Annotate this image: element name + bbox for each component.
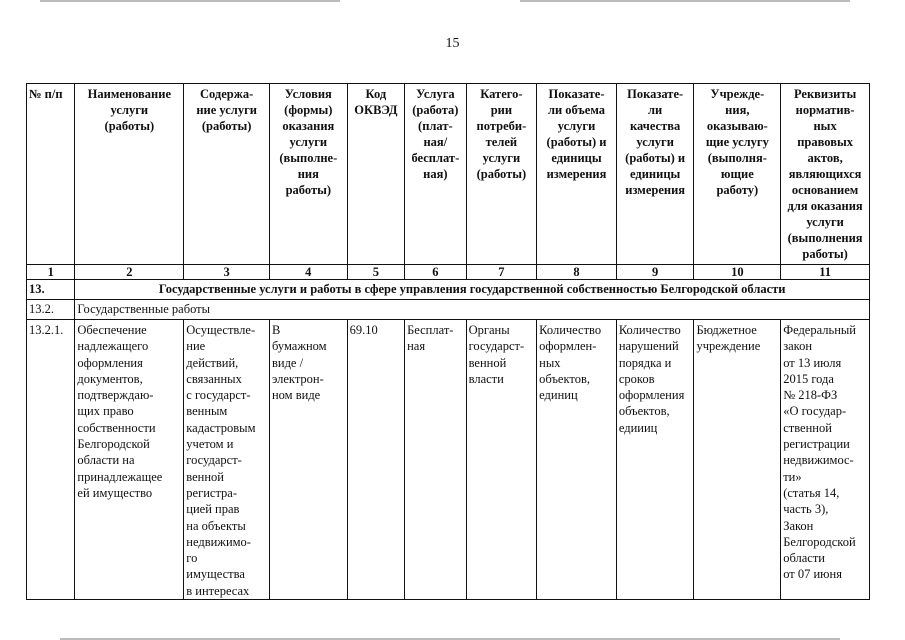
- row-quality: Количество нарушений порядка и сроков оформления объектов, едиииц: [616, 320, 694, 600]
- header-quality: Показате- ли качества услуги (работы) и единицы измерения: [616, 84, 694, 265]
- subsection-number: 13.2.: [27, 300, 75, 320]
- header-institutions: Учрежде- ния, оказываю- щие услугу (выполня- ющие работу): [694, 84, 781, 265]
- scan-edge-top-left: [40, 0, 340, 2]
- header-paid: Услуга (работа) (плат- ная/ бесплат- ная): [405, 84, 467, 265]
- column-number: 4: [269, 265, 347, 280]
- row-number: 13.2.1.: [27, 320, 75, 600]
- page-number: 15: [445, 36, 460, 51]
- row-okved: 69.10: [347, 320, 404, 600]
- subsection-title: Государственные работы: [75, 300, 870, 320]
- row-consumers: Органы государст- венной власти: [466, 320, 537, 600]
- column-number: 6: [405, 265, 467, 280]
- header-service-name: Наименование услуги (работы): [75, 84, 184, 265]
- header-number: № п/п: [27, 84, 75, 265]
- scan-edge-top-right: [520, 0, 850, 2]
- header-legal-acts: Реквизиты норматив- ных правовых актов, являющихся основанием для оказания услуги (выполнения работы): [781, 84, 870, 265]
- row-institutions: Бюджетное учреждение: [694, 320, 781, 600]
- column-number: 2: [75, 265, 184, 280]
- section-number: 13.: [27, 280, 75, 300]
- subsection-row: [27, 300, 870, 320]
- section-title: Государственные услуги и работы в сфере управления государственной собственностью Белгородской области: [75, 280, 870, 300]
- row-paid: Бесплат- ная: [405, 320, 467, 600]
- column-number: 10: [694, 265, 781, 280]
- header-service-content: Содержа- ние услуги (работы): [184, 84, 270, 265]
- column-number: 7: [466, 265, 537, 280]
- row-conditions: В бумажном виде / электрон- ном виде: [269, 320, 347, 600]
- row-service-name: Обеспечение надлежащего оформления документов, подтверждаю- щих право собственности Белгородской области на принадлежащее ей имущество: [75, 320, 184, 600]
- column-number: 3: [184, 265, 270, 280]
- column-number: 5: [347, 265, 404, 280]
- row-service-content: Осуществле- ние действий, связанных с государст- венным кадастровым учетом и государст- венной регистра- цией прав на объекты недвижимо- го имущества в интересах: [184, 320, 270, 600]
- column-number: 8: [537, 265, 617, 280]
- column-number-row: [27, 265, 870, 280]
- services-table: [26, 83, 870, 600]
- column-number: 1: [27, 265, 75, 280]
- column-number: 11: [781, 265, 870, 280]
- header-okved: Код ОКВЭД: [347, 84, 404, 265]
- row-volume: Количество оформлен- ных объектов, единиц: [537, 320, 617, 600]
- table-row: [27, 320, 870, 600]
- row-legal-acts: Федеральный закон от 13 июля 2015 года № 218-ФЗ «О государ- ственной регистрации недвижимос- ти» (статья 14, часть 3), Закон Белгородской области от 07 июня: [781, 320, 870, 600]
- column-number: 9: [616, 265, 694, 280]
- header-conditions: Условия (формы) оказания услуги (выполне- ния работы): [269, 84, 347, 265]
- section-row: [27, 280, 870, 300]
- header-consumers: Катего- рии потреби- телей услуги (работы): [466, 84, 537, 265]
- header-row: [27, 84, 870, 265]
- header-volume: Показате- ли объема услуги (работы) и единицы измерения: [537, 84, 617, 265]
